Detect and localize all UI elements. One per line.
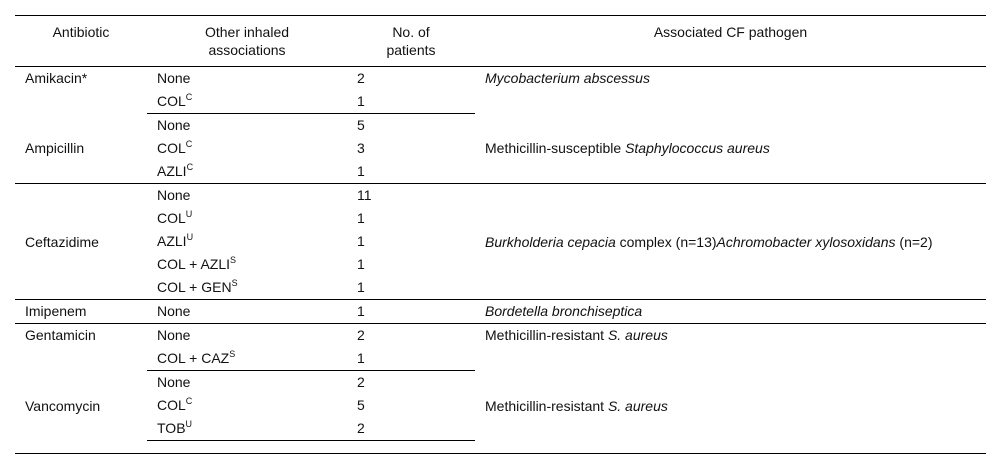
association-cell: None — [147, 300, 347, 324]
antibiotic-name: Amikacin* — [15, 67, 147, 114]
patients-cell: 2 — [347, 371, 475, 395]
association-cell: COL + $CAZ^S$ — [157, 349, 236, 366]
association-cell: $COL^U$ — [157, 209, 193, 226]
association-cell: None — [147, 184, 347, 208]
patients-cell: 5 — [357, 397, 365, 413]
association-cell: $COL^C$ — [157, 396, 193, 413]
header-patients: No. of patients — [347, 16, 475, 67]
antibiotic-name: Imipenem — [15, 300, 147, 324]
patients-cell: 1 — [357, 256, 365, 272]
antibiotic-name: Ampicillin — [25, 140, 85, 157]
patients-cell: 2 — [347, 417, 475, 441]
header-pathogen: Associated CF pathogen — [475, 16, 986, 67]
antibiotic-name: Vancomycin — [25, 397, 101, 414]
patients-cell: 1 — [357, 210, 365, 226]
header-antibiotic: Antibiotic — [15, 16, 147, 67]
table-row — [15, 67, 986, 91]
pathogen-cell: Methicillin-resistant S. aureus — [475, 324, 986, 371]
patients-cell: 2 — [347, 324, 475, 348]
pathogen-cell: Bordetella bronchiseptica — [475, 300, 986, 324]
association-cell: $AZLI^U$ — [157, 232, 194, 249]
association-cell: $COL^C$ — [157, 92, 193, 109]
pathogen-cell: Methicillin-susceptible Staphylococcus aureus — [485, 140, 770, 157]
association-cell: None — [147, 67, 347, 91]
antibiotic-name: Gentamicin — [15, 324, 147, 371]
association-cell: None — [147, 114, 347, 138]
pathogen-cell: Mycobacterium abscessus — [475, 67, 986, 114]
pathogen-cell: Methicillin-resistant S. aureus — [485, 397, 668, 414]
patients-cell: 3 — [357, 140, 365, 156]
table-row — [15, 114, 986, 138]
patients-cell: 5 — [347, 114, 475, 138]
association-cell: $TOB^U$ — [147, 417, 347, 441]
table-row — [15, 371, 986, 395]
patients-cell: 1 — [357, 233, 365, 249]
association-cell: COL + $AZLI^S$ — [157, 255, 237, 272]
table-row — [15, 300, 986, 324]
header-associations: Other inhaled associations — [147, 16, 347, 67]
association-cell: None — [147, 371, 347, 395]
patients-cell: 2 — [347, 67, 475, 91]
table-bottom-rule — [15, 453, 986, 454]
antibiotic-table — [15, 15, 986, 441]
header-row — [15, 16, 986, 67]
patients-cell: 1 — [347, 300, 475, 324]
association-cell: $AZLI^C$ — [157, 162, 194, 179]
pathogen-cell: Burkholderia cepacia complex (n=13)Achromobacter xylosoxidans (n=2) — [475, 184, 986, 300]
association-cell: COL + $GEN^S$ — [157, 278, 238, 295]
patients-cell: 1 — [357, 93, 365, 109]
patients-cell: 1 — [357, 350, 365, 366]
patients-cell: 11 — [347, 184, 475, 208]
table-row — [15, 184, 986, 208]
patients-cell: 1 — [357, 279, 365, 295]
antibiotic-name: Ceftazidime — [15, 184, 147, 300]
table-row — [15, 324, 986, 348]
patients-cell: 1 — [357, 163, 365, 179]
association-cell: $COL^C$ — [157, 139, 193, 156]
association-cell: None — [147, 324, 347, 348]
